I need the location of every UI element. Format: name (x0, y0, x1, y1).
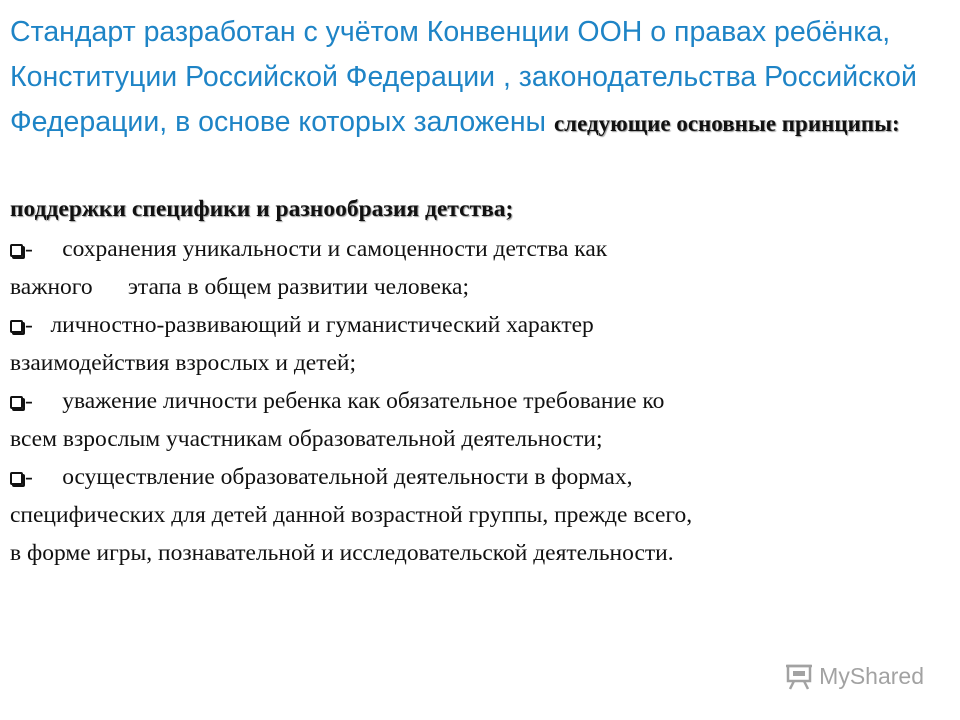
list-item-text: личностно-развивающий и гуманистический характер (50, 312, 594, 338)
principle-support-diversity: поддержки специфики и разнообразия детства; (10, 196, 514, 222)
checkbox-bullet-icon (10, 396, 23, 409)
checkbox-bullet-icon (10, 244, 23, 257)
intro-lead: Стандарт разработан с учётом Конвенции ООН о правах ребёнка, Конституции Российской Федерации , законодательства Российской Федерации, в основе которых заложены (10, 16, 917, 138)
list-item-text: сохранения уникальности и самоценности детства как (62, 236, 608, 262)
watermark-text: MyShared (819, 663, 924, 689)
list-item-text: уважение личности ребенка как обязательное требование ко (62, 388, 665, 414)
list-item-text: взаимодействия взрослых и детей; (10, 350, 357, 376)
list-item: - осуществление образовательной деятельности в формах, специфических для детей данной возрастной группы, прежде всего, в форме игры, познавательной и исследовательской деятельности. (10, 464, 693, 566)
list-item-text: специфических для детей данной возрастной группы, прежде всего, (10, 502, 693, 528)
watermark (784, 663, 924, 690)
list-item: - личностно-развивающий и гуманистический характер взаимодействия взрослых и детей; (10, 312, 594, 376)
principles-heading: следующие основные принципы: (553, 111, 900, 136)
list-item-text: в форме игры, познавательной и исследовательской деятельности. (10, 540, 674, 566)
intro-paragraph (10, 10, 950, 146)
list-item: - сохранения уникальности и самоценности детства как важного этапа в общем развитии человека; (10, 236, 608, 300)
list-item-text: осуществление образовательной деятельности в формах, (62, 464, 633, 490)
checkbox-bullet-icon (10, 472, 23, 485)
list-item: - уважение личности ребенка как обязательное требование ко всем взрослым участникам образовательной деятельности; (10, 388, 665, 452)
presentation-board-icon (784, 664, 814, 690)
principles-list (10, 230, 945, 572)
list-item-text: важного этапа в общем развитии человека; (10, 274, 469, 300)
checkbox-bullet-icon (10, 320, 23, 333)
list-item-text: всем взрослым участникам образовательной деятельности; (10, 426, 603, 452)
